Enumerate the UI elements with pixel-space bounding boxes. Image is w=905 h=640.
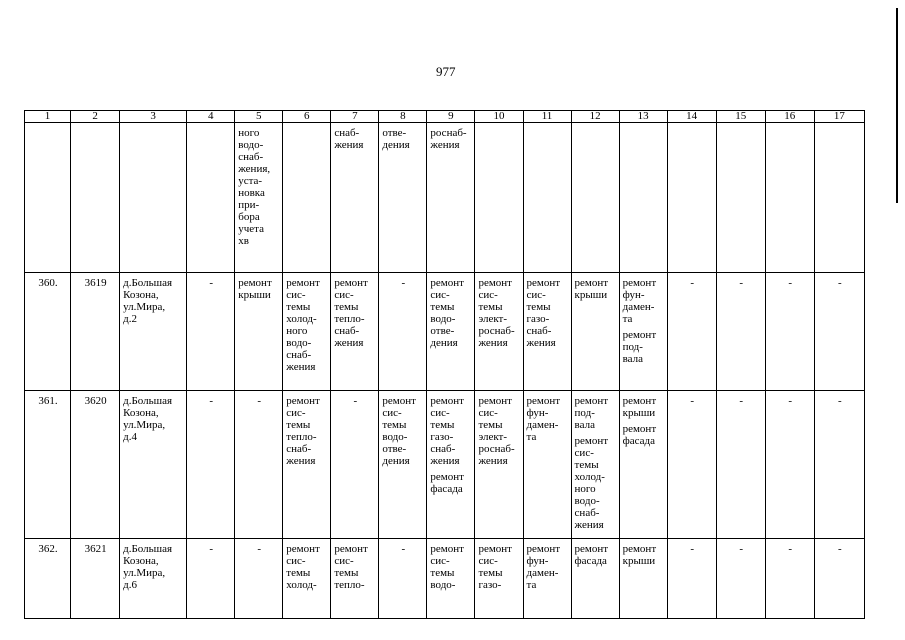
cell-text-line: газо- bbox=[478, 579, 502, 591]
column-header-9: 9 bbox=[427, 111, 475, 123]
continuation-row bbox=[25, 123, 865, 273]
column-header-11: 11 bbox=[523, 111, 571, 123]
address-cell bbox=[120, 391, 187, 539]
cell-text-line: сис- bbox=[286, 555, 306, 567]
work-item bbox=[527, 395, 569, 443]
cell-text-line: ремонт bbox=[622, 543, 657, 555]
cell-text-line: темы bbox=[430, 567, 455, 579]
cell-text-line: Козона, bbox=[123, 289, 159, 301]
cell-text-line: сис- bbox=[526, 289, 546, 301]
cell-text-line: д.4 bbox=[123, 431, 137, 443]
cell-text-line: элект- bbox=[478, 313, 508, 325]
cell-text-line: водо- bbox=[574, 495, 600, 507]
cell-text-line: ремонт bbox=[430, 395, 464, 407]
continuation-cell-col-13 bbox=[619, 123, 667, 273]
cell-text-line: снаб- bbox=[334, 127, 360, 139]
cell-text-line: темы bbox=[574, 459, 599, 471]
cell-text-line: тепло- bbox=[286, 431, 317, 443]
cell-text-line: д.2 bbox=[123, 313, 137, 325]
cell-text-line: крыши bbox=[622, 407, 656, 419]
row-number-cell: 362. bbox=[25, 539, 71, 619]
work-item bbox=[575, 395, 617, 431]
cell-text-line: дения bbox=[382, 139, 410, 151]
work-cell-col-5: - bbox=[235, 539, 283, 619]
work-cell-col-12 bbox=[571, 539, 619, 619]
column-header-6: 6 bbox=[283, 111, 331, 123]
cell-text-line: жения bbox=[286, 361, 316, 373]
column-header-7: 7 bbox=[331, 111, 379, 123]
cell-text-line: Козона, bbox=[123, 407, 159, 419]
work-item bbox=[334, 277, 376, 349]
cell-text-line: ул.Мира, bbox=[123, 419, 166, 431]
cell-text-line: фун- bbox=[526, 555, 549, 567]
cell-text-line: дамен- bbox=[622, 301, 655, 313]
cell-text-line: сис- bbox=[382, 407, 402, 419]
work-cell-col-12 bbox=[571, 273, 619, 391]
cell-text-line: дения bbox=[430, 337, 458, 349]
work-item bbox=[623, 329, 665, 365]
cell-text-line: фасада bbox=[430, 483, 463, 495]
cell-text-line: газо- bbox=[526, 313, 550, 325]
table-body bbox=[25, 111, 865, 619]
table-row bbox=[25, 273, 865, 391]
work-item bbox=[382, 395, 424, 467]
cell-text-line: ремонт bbox=[526, 543, 561, 555]
cell-text-line: ремонт bbox=[286, 277, 320, 289]
cell-text-line: ремонт bbox=[574, 435, 609, 447]
cell-text-line: под- bbox=[622, 341, 643, 353]
address-cell bbox=[120, 273, 187, 391]
column-header-16: 16 bbox=[765, 111, 814, 123]
work-item bbox=[286, 543, 328, 591]
work-item bbox=[575, 435, 617, 531]
cell-text-line: вала bbox=[622, 353, 643, 365]
column-number-row bbox=[25, 111, 865, 123]
cell-text-line: ремонт bbox=[382, 395, 416, 407]
continuation-cell-col-8 bbox=[379, 123, 427, 273]
work-cell-col-7: - bbox=[331, 391, 379, 539]
cell-text-line: ремонт bbox=[430, 277, 464, 289]
cell-text-line: ремонт bbox=[286, 543, 320, 555]
repair-schedule-table bbox=[24, 110, 865, 619]
cell-text-line: жения bbox=[430, 455, 460, 467]
work-item bbox=[478, 543, 520, 591]
cell-text-line: снаб- bbox=[286, 443, 312, 455]
cell-text-line: жения bbox=[478, 337, 508, 349]
work-cell-col-8: - bbox=[379, 273, 427, 391]
cell-text-line: учета bbox=[238, 223, 264, 235]
work-cell-col-13 bbox=[619, 273, 667, 391]
column-header-12: 12 bbox=[571, 111, 619, 123]
column-header-15: 15 bbox=[716, 111, 765, 123]
work-cell-col-16: - bbox=[765, 273, 814, 391]
cell-text-line: элект- bbox=[478, 431, 508, 443]
column-header-1: 1 bbox=[25, 111, 71, 123]
cell-text-line: снаб- bbox=[574, 507, 600, 519]
cell-text-line: жения bbox=[430, 139, 460, 151]
cell-text-line: вала bbox=[574, 419, 595, 431]
work-item bbox=[286, 277, 328, 373]
cell-text-line: отве- bbox=[382, 127, 407, 139]
work-cell-col-6 bbox=[283, 273, 331, 391]
column-header-2: 2 bbox=[71, 111, 120, 123]
cell-text-line: ремонт bbox=[478, 395, 512, 407]
work-cell-col-10 bbox=[475, 391, 523, 539]
cell-text-line: крыши bbox=[574, 289, 608, 301]
work-cell-col-6 bbox=[283, 539, 331, 619]
cell-text-line: при- bbox=[238, 199, 260, 211]
continuation-cell-col-1 bbox=[25, 123, 71, 273]
cell-text-line: ремонт bbox=[334, 277, 368, 289]
cell-text-line: та bbox=[526, 579, 537, 591]
cell-text-line: ремонт bbox=[574, 395, 609, 407]
cell-text-line: ного bbox=[238, 127, 260, 139]
work-cell-col-10 bbox=[475, 539, 523, 619]
work-cell-col-5: - bbox=[235, 391, 283, 539]
cell-text-line: жения bbox=[334, 139, 364, 151]
cell-text-line: жения bbox=[574, 519, 604, 531]
cell-text-line: темы bbox=[478, 419, 503, 431]
continuation-cell-col-12 bbox=[571, 123, 619, 273]
work-cell-col-16: - bbox=[765, 539, 814, 619]
row-number-cell: 360. bbox=[25, 273, 71, 391]
cell-text-line: Козона, bbox=[123, 555, 159, 567]
cell-text-line: темы bbox=[430, 301, 455, 313]
work-cell-col-9 bbox=[427, 273, 475, 391]
cell-text-line: ремонт bbox=[574, 543, 609, 555]
cell-text-line: водо- bbox=[382, 431, 408, 443]
work-cell-col-16: - bbox=[765, 391, 814, 539]
cell-text-line: ремонт bbox=[430, 471, 464, 483]
continuation-cell-col-9 bbox=[427, 123, 475, 273]
continuation-cell-col-5 bbox=[235, 123, 283, 273]
cell-text-line: сис- bbox=[478, 407, 498, 419]
work-item bbox=[623, 423, 665, 447]
cell-text-line: снаб- bbox=[526, 325, 552, 337]
cell-text-line: газо- bbox=[430, 431, 454, 443]
cell-text-line: сис- bbox=[430, 289, 450, 301]
cell-text-line: водо- bbox=[238, 139, 264, 151]
work-cell-col-13 bbox=[619, 391, 667, 539]
cell-text-line: сис- bbox=[334, 289, 354, 301]
page-number: 977 bbox=[436, 64, 456, 79]
cell-text-line: темы bbox=[286, 567, 311, 579]
column-header-8: 8 bbox=[379, 111, 427, 123]
work-cell-col-7 bbox=[331, 273, 379, 391]
column-header-5: 5 bbox=[235, 111, 283, 123]
work-item bbox=[623, 277, 665, 325]
cell-text-line: ремонт bbox=[622, 277, 657, 289]
cell-text-line: д.Большая bbox=[123, 277, 173, 289]
work-cell-col-9 bbox=[427, 539, 475, 619]
work-cell-col-6 bbox=[283, 391, 331, 539]
cell-text-line: роснаб- bbox=[478, 443, 515, 455]
work-item bbox=[238, 277, 280, 301]
cell-text-line: хв bbox=[238, 235, 249, 247]
cell-text-line: сис- bbox=[430, 555, 450, 567]
column-header-17: 17 bbox=[814, 111, 864, 123]
cell-text-line: снаб- bbox=[430, 443, 456, 455]
cell-text-line: темы bbox=[526, 301, 551, 313]
continuation-cell-col-7 bbox=[331, 123, 379, 273]
work-cell-col-12 bbox=[571, 391, 619, 539]
continuation-cell-col-11 bbox=[523, 123, 571, 273]
cell-text-line: темы bbox=[478, 301, 503, 313]
work-cell-col-17: - bbox=[814, 391, 864, 539]
work-cell-col-14: - bbox=[667, 273, 716, 391]
cell-text-line: водо- bbox=[430, 313, 456, 325]
cell-text-line: снаб- bbox=[238, 151, 264, 163]
cell-text-line: водо- bbox=[430, 579, 456, 591]
cell-text-line: темы bbox=[334, 301, 359, 313]
cell-text-line: холод- bbox=[574, 471, 605, 483]
cell-text-line: темы bbox=[478, 567, 503, 579]
work-cell-col-4: - bbox=[187, 539, 235, 619]
cell-text-line: фун- bbox=[526, 407, 549, 419]
cell-text-line: темы bbox=[286, 301, 311, 313]
cell-text-line: крыши bbox=[622, 555, 656, 567]
cell-text-line: тепло- bbox=[334, 313, 365, 325]
work-cell-col-8 bbox=[379, 391, 427, 539]
continuation-cell-col-10 bbox=[475, 123, 523, 273]
cell-text-line: та bbox=[526, 431, 537, 443]
house-code-cell: 3621 bbox=[71, 539, 120, 619]
work-cell-col-15: - bbox=[716, 539, 765, 619]
work-cell-col-13 bbox=[619, 539, 667, 619]
cell-text-line: фун- bbox=[622, 289, 645, 301]
work-cell-col-8: - bbox=[379, 539, 427, 619]
cell-text-line: д.6 bbox=[123, 579, 137, 591]
cell-text-line: отве- bbox=[430, 325, 455, 337]
cell-text-line: ремонт bbox=[286, 395, 320, 407]
cell-text-line: ремонт bbox=[622, 329, 657, 341]
table-row bbox=[25, 391, 865, 539]
cell-text-line: новка bbox=[238, 187, 265, 199]
cell-text-line: отве- bbox=[382, 443, 407, 455]
column-header-4: 4 bbox=[187, 111, 235, 123]
work-item bbox=[527, 277, 569, 349]
cell-text-line: фасада bbox=[622, 435, 655, 447]
cell-text-line: сис- bbox=[574, 447, 594, 459]
continuation-cell-col-2 bbox=[71, 123, 120, 273]
work-item bbox=[430, 543, 472, 591]
work-item bbox=[478, 395, 520, 467]
cell-text-line: сис- bbox=[478, 289, 498, 301]
continuation-cell-col-14 bbox=[667, 123, 716, 273]
work-cell-col-5 bbox=[235, 273, 283, 391]
continuation-cell-col-16 bbox=[765, 123, 814, 273]
cell-text-line: под- bbox=[574, 407, 595, 419]
cell-text-line: сис- bbox=[430, 407, 450, 419]
cell-text-line: темы bbox=[334, 567, 359, 579]
cell-text-line: жения bbox=[334, 337, 364, 349]
work-cell-col-14: - bbox=[667, 539, 716, 619]
cell-text-line: сис- bbox=[286, 407, 306, 419]
cell-text-line: ремонт bbox=[574, 277, 609, 289]
column-header-14: 14 bbox=[667, 111, 716, 123]
cell-text-line: ремонт bbox=[334, 543, 368, 555]
work-item bbox=[430, 471, 472, 495]
continuation-cell-col-4 bbox=[187, 123, 235, 273]
work-item bbox=[430, 395, 472, 467]
work-cell-col-11 bbox=[523, 539, 571, 619]
continuation-cell-col-15 bbox=[716, 123, 765, 273]
work-cell-col-11 bbox=[523, 273, 571, 391]
cell-text-line: ремонт bbox=[526, 395, 561, 407]
work-item bbox=[430, 277, 472, 349]
cell-text-line: ремонт bbox=[430, 543, 464, 555]
cell-text-line: роснаб- bbox=[430, 127, 467, 139]
work-item bbox=[478, 277, 520, 349]
cell-text-line: д.Большая bbox=[123, 395, 173, 407]
cell-text-line: ул.Мира, bbox=[123, 567, 166, 579]
work-item bbox=[334, 543, 376, 591]
cell-text-line: жения, bbox=[238, 163, 271, 175]
work-item bbox=[575, 543, 617, 567]
continuation-cell-col-17 bbox=[814, 123, 864, 273]
house-code-cell: 3620 bbox=[71, 391, 120, 539]
cell-text-line: темы bbox=[286, 419, 311, 431]
cell-text-line: ремонт bbox=[478, 277, 512, 289]
cell-text-line: бора bbox=[238, 211, 260, 223]
work-cell-col-4: - bbox=[187, 273, 235, 391]
cell-text-line: жения bbox=[478, 455, 508, 467]
work-item bbox=[527, 543, 569, 591]
table-row bbox=[25, 539, 865, 619]
work-item bbox=[623, 395, 665, 419]
continuation-cell-col-3 bbox=[120, 123, 187, 273]
cell-text-line: уста- bbox=[238, 175, 263, 187]
cell-text-line: снаб- bbox=[334, 325, 360, 337]
cell-text-line: холод- bbox=[286, 313, 317, 325]
cell-text-line: холод- bbox=[286, 579, 317, 591]
house-code-cell: 3619 bbox=[71, 273, 120, 391]
cell-text-line: сис- bbox=[334, 555, 354, 567]
cell-text-line: темы bbox=[430, 419, 455, 431]
scan-edge-line bbox=[896, 8, 898, 203]
cell-text-line: жения bbox=[526, 337, 556, 349]
work-item bbox=[286, 395, 328, 467]
work-cell-col-9 bbox=[427, 391, 475, 539]
cell-text-line: жения bbox=[286, 455, 316, 467]
cell-text-line: темы bbox=[382, 419, 407, 431]
address-cell bbox=[120, 539, 187, 619]
work-cell-col-14: - bbox=[667, 391, 716, 539]
work-cell-col-10 bbox=[475, 273, 523, 391]
continuation-cell-col-6 bbox=[283, 123, 331, 273]
column-header-10: 10 bbox=[475, 111, 523, 123]
column-header-3: 3 bbox=[120, 111, 187, 123]
cell-text-line: тепло- bbox=[334, 579, 365, 591]
cell-text-line: фасада bbox=[574, 555, 607, 567]
cell-text-line: дения bbox=[382, 455, 410, 467]
cell-text-line: д.Большая bbox=[123, 543, 173, 555]
column-header-13: 13 bbox=[619, 111, 667, 123]
work-cell-col-17: - bbox=[814, 539, 864, 619]
cell-text-line: сис- bbox=[478, 555, 498, 567]
cell-text-line: ул.Мира, bbox=[123, 301, 166, 313]
work-cell-col-7 bbox=[331, 539, 379, 619]
cell-text-line: снаб- bbox=[286, 349, 312, 361]
cell-text-line: роснаб- bbox=[478, 325, 515, 337]
cell-text-line: сис- bbox=[286, 289, 306, 301]
row-number-cell: 361. bbox=[25, 391, 71, 539]
cell-text-line: ремонт bbox=[622, 395, 657, 407]
cell-text-line: ного bbox=[286, 325, 308, 337]
cell-text-line: ремонт bbox=[478, 543, 512, 555]
work-cell-col-17: - bbox=[814, 273, 864, 391]
work-item bbox=[623, 543, 665, 567]
cell-text-line: ремонт bbox=[622, 423, 657, 435]
work-cell-col-11 bbox=[523, 391, 571, 539]
cell-text-line: ремонт bbox=[238, 277, 272, 289]
cell-text-line: дамен- bbox=[526, 419, 559, 431]
work-cell-col-15: - bbox=[716, 391, 765, 539]
cell-text-line: водо- bbox=[286, 337, 312, 349]
cell-text-line: дамен- bbox=[526, 567, 559, 579]
cell-text-line: крыши bbox=[238, 289, 271, 301]
cell-text-line: ремонт bbox=[526, 277, 561, 289]
work-cell-col-4: - bbox=[187, 391, 235, 539]
cell-text-line: та bbox=[622, 313, 633, 325]
cell-text-line: ного bbox=[574, 483, 596, 495]
work-cell-col-15: - bbox=[716, 273, 765, 391]
work-item bbox=[575, 277, 617, 301]
